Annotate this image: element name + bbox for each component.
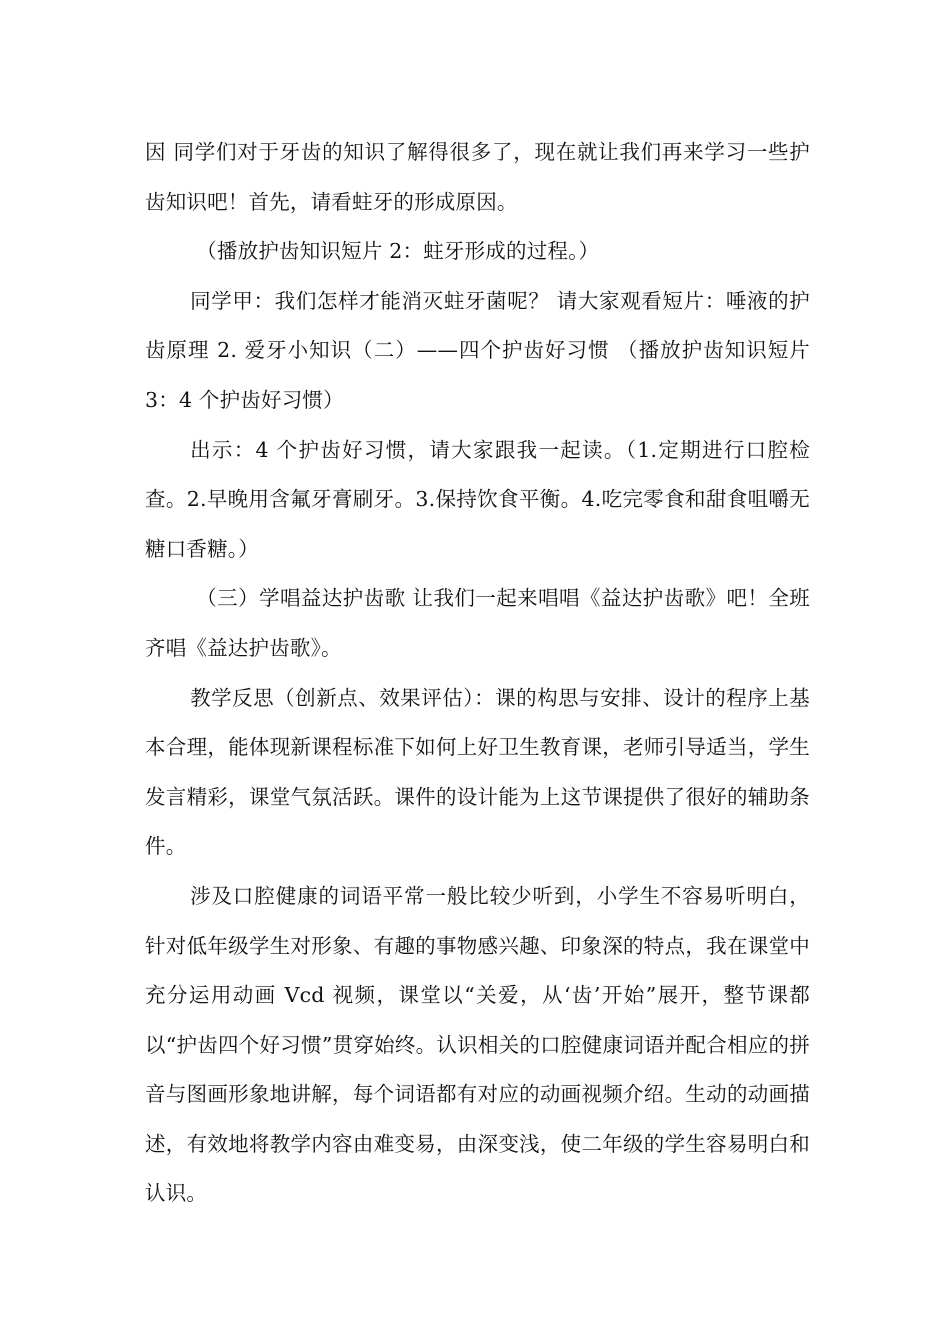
paragraph-intro: 因 同学们对于牙齿的知识了解得很多了，现在就让我们再来学习一些护齿知识吧！首先，请看蛀牙的形成原因。 (145, 140, 810, 214)
paragraph-video-2: （播放护齿知识短片 2：蛀牙形成的过程。） (196, 239, 600, 264)
paragraph-analysis: 涉及口腔健康的词语平常一般比较少听到，小学生不容易听明白，针对低年级学生对形象、有趣的事物感兴趣、印象深的特点，我在课堂中充分运用动画 Vcd 视频，课堂以“关爱，从‘齿’开始”展开，整节课都以“护齿四个好习惯”贯穿始终。认识相关的口腔健康词语并配合相应的拼音与图画形象地讲解，每个词语都有对应的动画视频介绍。生动的动画描述，有效地将教学内容由难变易，由深变浅，使二年级的学生容易明白和认识。 (145, 883, 810, 1206)
document-body (145, 128, 810, 1219)
paragraph-song: （三）学唱益达护齿歌 让我们一起来唱唱《益达护齿歌》吧！全班齐唱《益达护齿歌》。 (145, 586, 810, 660)
paragraph-four-habits: 出示：4 个护齿好习惯，请大家跟我一起读。（1.定期进行口腔检查。2.早晚用含氟牙膏刷牙。3.保持饮食平衡。4.吃完零食和甜食咀嚼无糖口香糖。） (145, 437, 810, 561)
paragraph-student-question: 同学甲：我们怎样才能消灭蛀牙菌呢？ 请大家观看短片：唾液的护齿原理 2. 爱牙小知识（二）——四个护齿好习惯 （播放护齿知识短片 3：4 个护齿好习惯） (145, 288, 810, 412)
paragraph-reflection: 教学反思（创新点、效果评估）：课的构思与安排、设计的程序上基本合理，能体现新课程标准下如何上好卫生教育课，老师引导适当，学生发言精彩，课堂气氛活跃。课件的设计能为上这节课提供了很好的辅助条件。 (145, 685, 810, 859)
